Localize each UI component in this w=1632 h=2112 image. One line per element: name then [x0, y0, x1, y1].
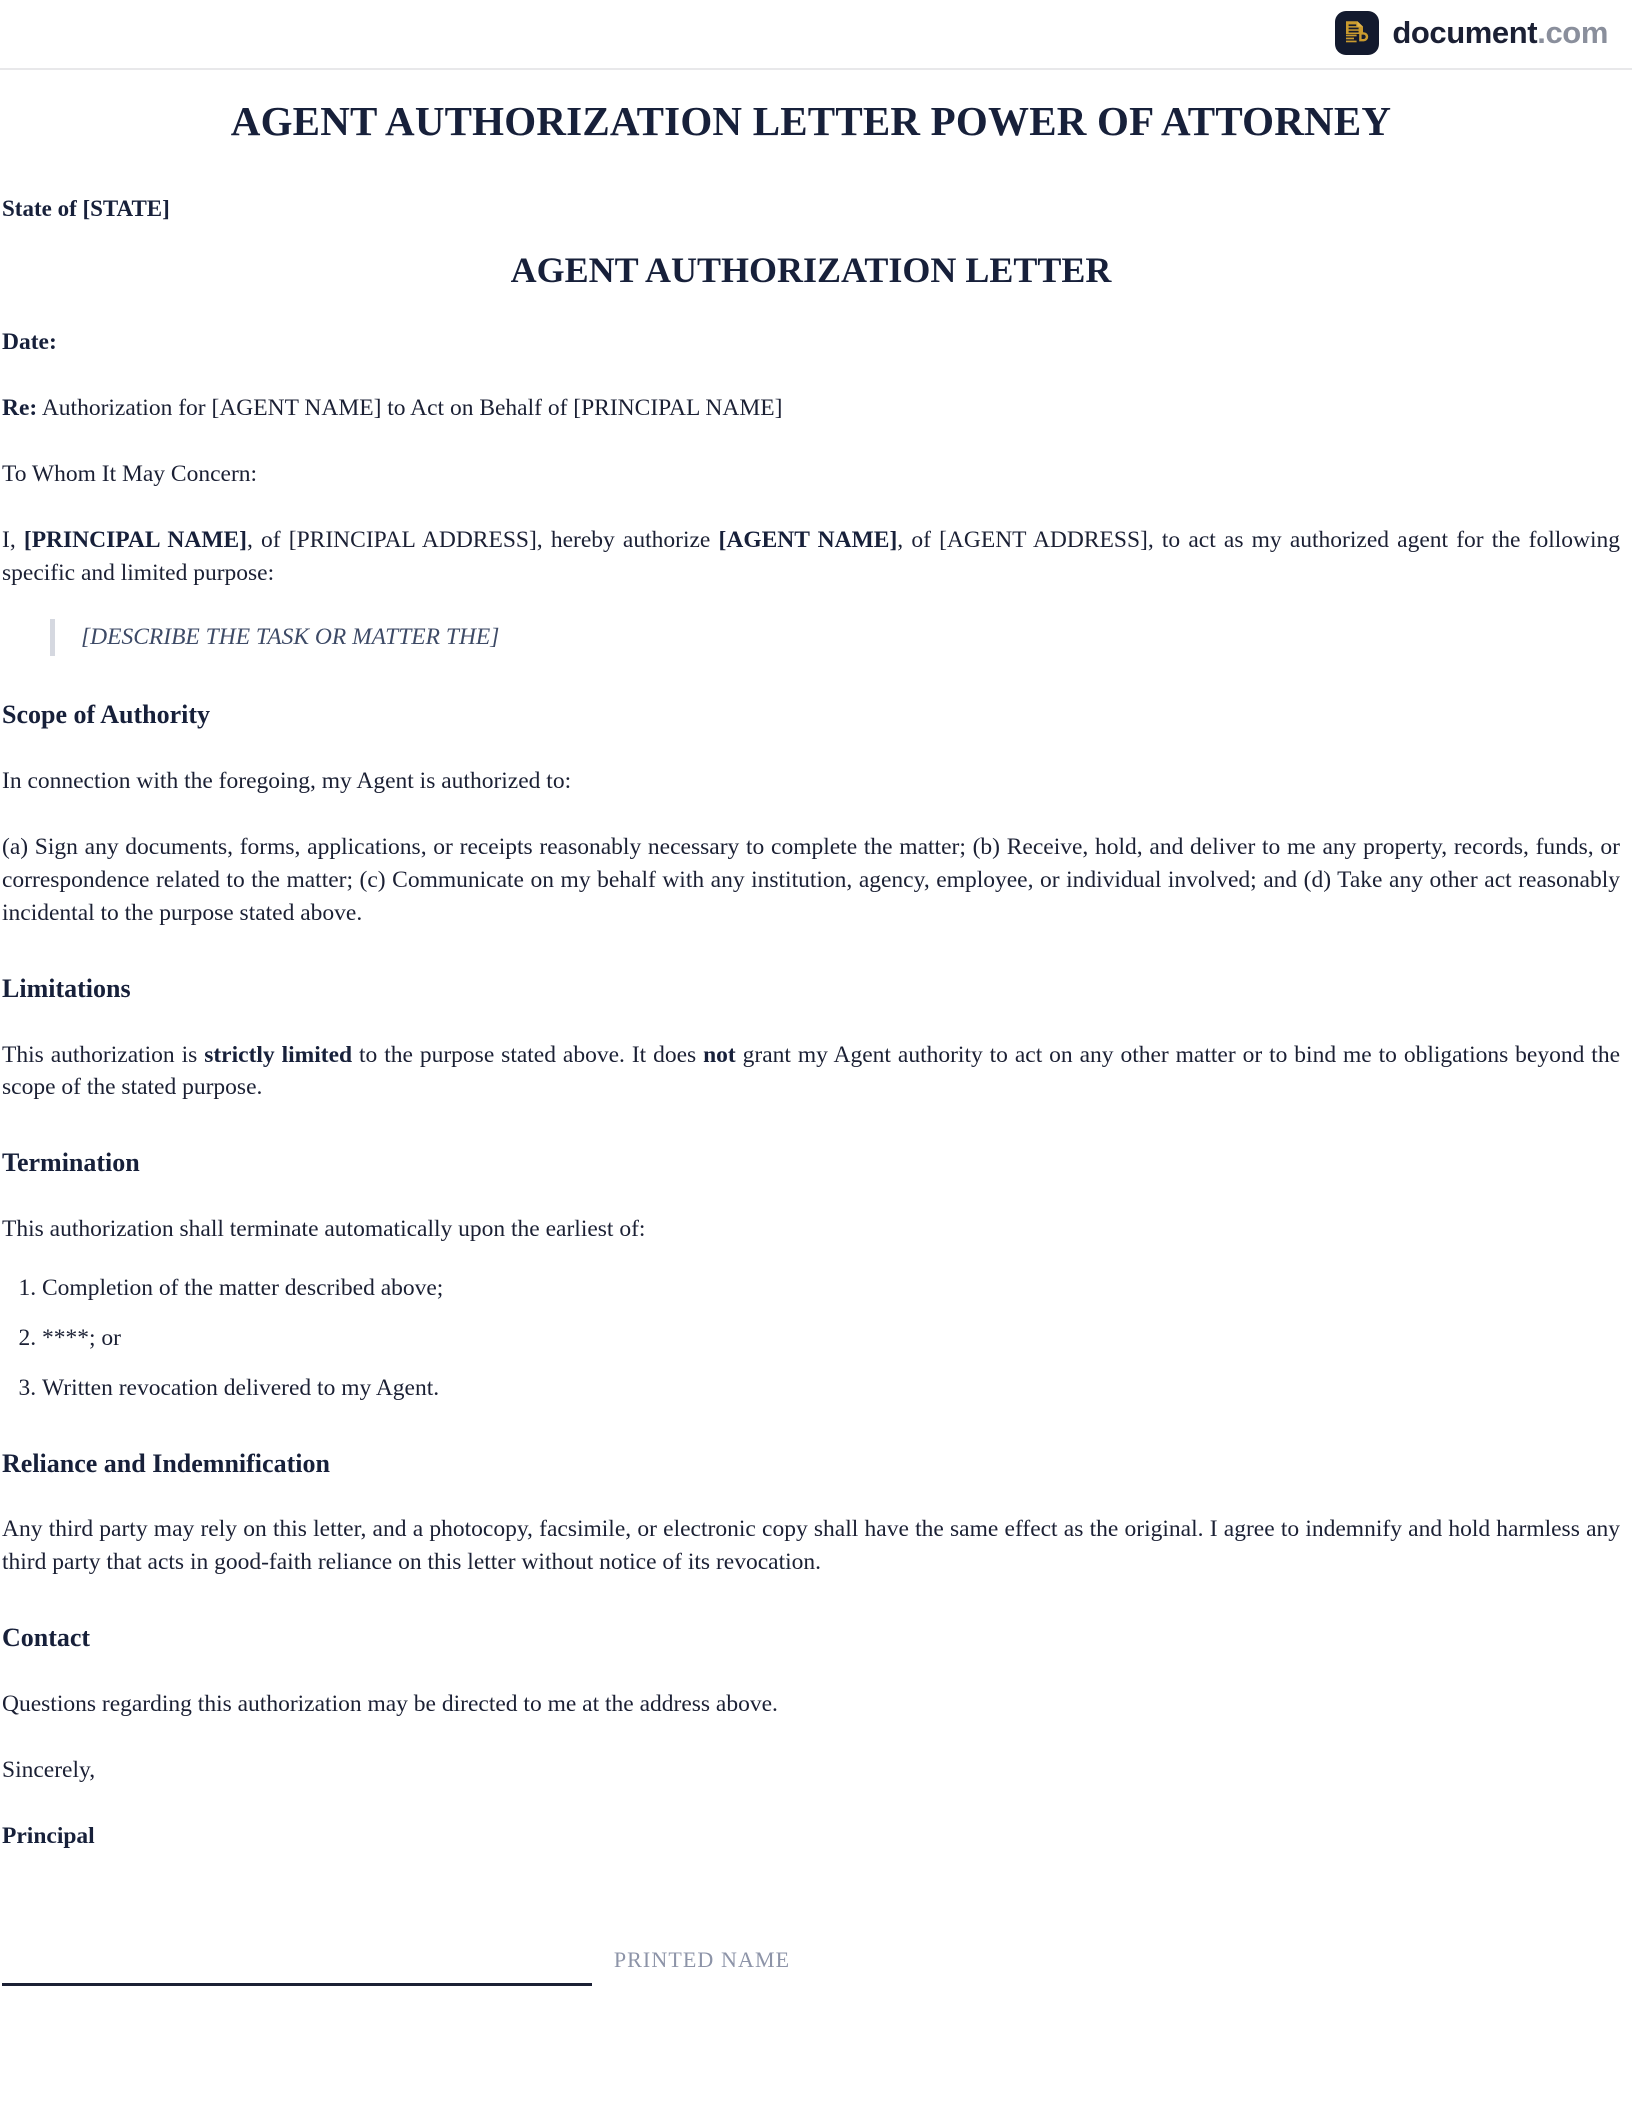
brand-tld: .com	[1537, 15, 1608, 50]
re-line	[2, 392, 1620, 425]
principal-name-placeholder: [PRINCIPAL NAME]	[23, 526, 248, 553]
date-field-label	[2, 326, 1620, 359]
task-description-blockquote	[50, 619, 1620, 656]
contact-body: Questions regarding this authorization may be directed to me at the address above.	[2, 1691, 778, 1718]
list-item: 3. Written revocation delivered to my Agent.	[42, 1372, 1620, 1405]
document-body	[0, 96, 1632, 2003]
signature-line	[2, 1983, 592, 1986]
list-item: 2. ****; or	[42, 1322, 1620, 1355]
signer-role-label: Principal	[2, 1822, 95, 1849]
limitations-part-2: to the purpose stated above. It does	[352, 1041, 704, 1068]
termination-list	[2, 1272, 1620, 1405]
document-subtitle: AGENT AUTHORIZATION LETTER	[510, 250, 1112, 291]
auth-mid-2: , of [AGENT ADDRESS], to act as my authorized agent for the following specific and limited purpose:	[2, 526, 1621, 586]
site-header	[0, 0, 1632, 70]
authorization-paragraph	[2, 524, 1620, 590]
brand-name-text: document	[1392, 15, 1538, 50]
page-title: AGENT AUTHORIZATION LETTER POWER OF ATTORNEY	[230, 98, 1392, 144]
re-label: Re:	[2, 394, 38, 421]
limitations-part-3: grant my Agent authority to act on any other matter or to bind me to obligations beyond the scope of the stated purpose.	[2, 1041, 1620, 1101]
reliance-body: Any third party may rely on this letter, and a photocopy, facsimile, or electronic copy shall have the same effect as the original. I agree to indemnify and hold harmless any third party that acts in good-faith reliance on this letter without notice of its revocation.	[2, 1516, 1620, 1576]
scope-intro: In connection with the foregoing, my Agent is authorized to:	[2, 768, 572, 795]
closing-salutation: Sincerely,	[2, 1756, 96, 1783]
section-heading-scope: Scope of Authority	[2, 700, 210, 730]
brand-logo[interactable]	[1335, 11, 1608, 55]
state-line: State of [STATE]	[2, 196, 170, 222]
brand-name	[1392, 15, 1608, 51]
re-text: Authorization for [AGENT NAME] to Act on Behalf of [PRINCIPAL NAME]	[37, 394, 783, 421]
signature-caption: PRINTED NAME	[613, 1946, 791, 1972]
section-heading-limitations: Limitations	[2, 973, 131, 1003]
auth-lead: I,	[2, 526, 24, 553]
signer-role	[2, 1820, 1620, 1853]
section-heading-reliance: Reliance and Indemnification	[2, 1448, 330, 1478]
signature-block	[2, 1913, 1620, 2003]
list-item: 1. Completion of the matter described above;	[42, 1272, 1620, 1305]
scope-body: (a) Sign any documents, forms, applications, or receipts reasonably necessary to complete the matter; (b) Receive, hold, and deliver to me any property, records, funds, or correspondence related to the matter; (c) Communicate on my behalf with any institution, agency, employee, or individual involved; and (d) Take any other act reasonably incidental to the purpose stated above.	[2, 834, 1620, 926]
limitations-part-1: This authorization is	[2, 1041, 205, 1068]
auth-mid-1: , of [PRINCIPAL ADDRESS], hereby authorize	[247, 526, 719, 553]
limitations-bold-1: strictly limited	[204, 1041, 353, 1068]
salutation: To Whom It May Concern:	[2, 460, 258, 487]
task-placeholder-text: [DESCRIBE THE TASK OR MATTER THE]	[81, 624, 500, 651]
limitations-bold-2: not	[703, 1041, 736, 1068]
termination-intro: This authorization shall terminate automatically upon the earliest of:	[2, 1216, 646, 1243]
date-label: Date:	[2, 329, 57, 356]
limitations-body	[2, 1039, 1620, 1105]
document-d-logo-icon	[1335, 11, 1379, 55]
agent-name-placeholder: [AGENT NAME]	[718, 526, 898, 553]
section-heading-contact: Contact	[2, 1623, 91, 1653]
section-heading-termination: Termination	[2, 1148, 140, 1178]
